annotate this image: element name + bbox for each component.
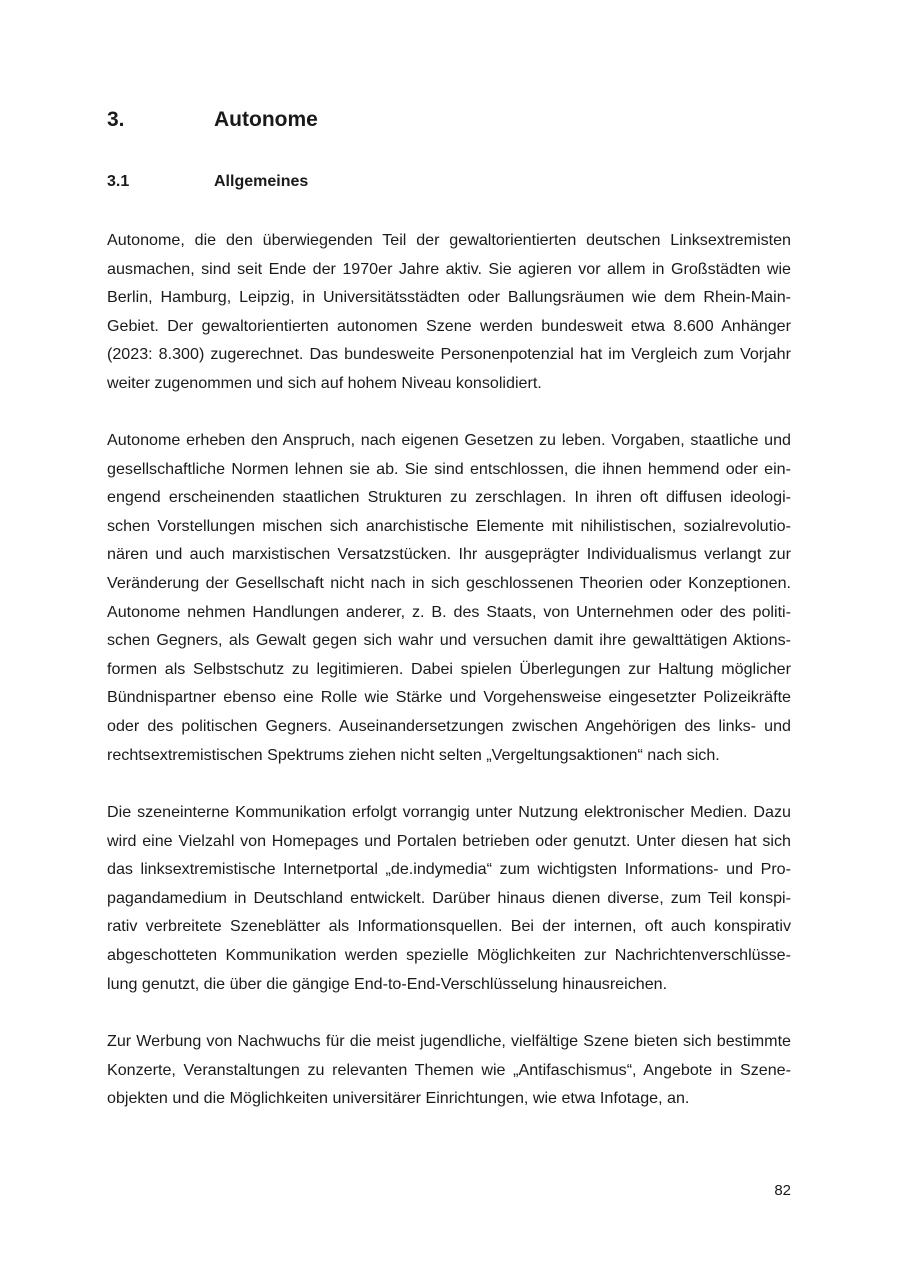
subsection-title: Allgemeines bbox=[214, 173, 309, 190]
paragraph-line: objekten und die Möglichkeiten universitärer Einrichtungen, wie etwa Infotage, an. bbox=[107, 1089, 690, 1108]
paragraph-1 bbox=[107, 226, 791, 398]
paragraph-3 bbox=[107, 798, 791, 998]
paragraph-line: gesellschaftliche Normen lehnen sie ab. Sie sind entschlossen, die ihnen hemmend oder ein- bbox=[107, 459, 791, 478]
paragraph-line: lung genutzt, die über die gängige End-to-End-Verschlüsselung hinausreichen. bbox=[107, 974, 668, 993]
page-number: 82 bbox=[774, 1182, 791, 1199]
paragraph-line: formen als Selbstschutz zu legitimieren. Dabei spielen Überlegungen zur Haltung möglicher bbox=[107, 659, 791, 678]
paragraph-line: ausmachen, sind seit Ende der 1970er Jahre aktiv. Sie agieren vor allem in Großstädten wie bbox=[107, 259, 791, 278]
paragraph-4 bbox=[107, 1027, 791, 1113]
paragraph-line: Autonome erheben den Anspruch, nach eigenen Gesetzen zu leben. Vorgaben, staatliche und bbox=[107, 431, 791, 449]
paragraph-line: rechtsextremistischen Spektrums ziehen nicht selten „Vergeltungsaktionen“ nach sich. bbox=[107, 745, 720, 764]
paragraph-line: Die szeneinterne Kommunikation erfolgt vorrangig unter Nutzung elektronischer Medien. Dazu bbox=[107, 803, 791, 821]
paragraph-line: rativ verbreitete Szeneblätter als Informationsquellen. Bei der internen, oft auch konspirativ bbox=[107, 917, 791, 936]
paragraph-line: Autonome nehmen Handlungen anderer, z. B. des Staats, von Unternehmen oder des politi- bbox=[107, 602, 791, 621]
section-title: Autonome bbox=[214, 108, 318, 131]
paragraph-line: wird eine Vielzahl von Homepages und Portalen betrieben oder genutzt. Unter diesen hat sich bbox=[107, 831, 791, 850]
paragraph-line: (2023: 8.300) zugerechnet. Das bundesweite Personenpotenzial hat im Vergleich zum Vorjahr bbox=[107, 345, 791, 364]
paragraph-line: schen Vorstellungen mischen sich anarchistische Elemente mit nihilistischen, sozialrevolutio- bbox=[107, 516, 791, 535]
paragraph-line: Autonome, die den überwiegenden Teil der gewaltorientierten deutschen Linksextremisten bbox=[107, 231, 791, 249]
paragraph-line: Zur Werbung von Nachwuchs für die meist jugendliche, vielfältige Szene bieten sich bestimmte bbox=[107, 1032, 791, 1050]
subsection-heading bbox=[107, 171, 791, 193]
paragraph-line: nären und auch marxistischen Versatzstücken. Ihr ausgeprägter Individualismus verlangt zur bbox=[107, 545, 791, 564]
paragraph-line: Bündnispartner ebenso eine Rolle wie Stärke und Vorgehensweise eingesetzter Polizeikräfte bbox=[107, 688, 791, 707]
paragraph-line: Berlin, Hamburg, Leipzig, in Universitätsstädten oder Ballungsräumen wie dem Rhein-Main- bbox=[107, 288, 791, 307]
paragraph-line: weiter zugenommen und sich auf hohem Niveau konsolidiert. bbox=[107, 373, 542, 392]
paragraph-line: engend erscheinenden staatlichen Strukturen zu zerschlagen. In ihren oft diffusen ideologi- bbox=[107, 488, 791, 507]
paragraph-line: schen Gegners, als Gewalt gegen sich wahr und versuchen damit ihre gewalttätigen Aktions- bbox=[107, 631, 791, 650]
section-number: 3. bbox=[107, 108, 125, 131]
section-heading bbox=[107, 106, 791, 134]
paragraph-line: abgeschotteten Kommunikation werden spezielle Möglichkeiten zur Nachrichtenverschlüsse- bbox=[107, 945, 791, 964]
paragraph-2 bbox=[107, 426, 791, 769]
paragraph-line: Veränderung der Gesellschaft nicht nach in sich geschlossenen Theorien oder Konzeptionen. bbox=[107, 573, 791, 592]
paragraph-line: pagandamedium in Deutschland entwickelt. Darüber hinaus dienen diverse, zum Teil konspi- bbox=[107, 888, 791, 907]
subsection-number: 3.1 bbox=[107, 173, 130, 190]
paragraph-line: Gebiet. Der gewaltorientierten autonomen Szene werden bundesweit etwa 8.600 Anhänger bbox=[107, 316, 791, 335]
paragraph-line: das linksextremistische Internetportal „de.indymedia“ zum wichtigsten Informations- und Pro- bbox=[107, 860, 791, 879]
paragraph-line: Konzerte, Veranstaltungen zu relevanten Themen wie „Antifaschismus“, Angebote in Szene- bbox=[107, 1060, 791, 1079]
paragraph-line: oder des politischen Gegners. Auseinandersetzungen zwischen Angehörigen des links- und bbox=[107, 716, 791, 735]
